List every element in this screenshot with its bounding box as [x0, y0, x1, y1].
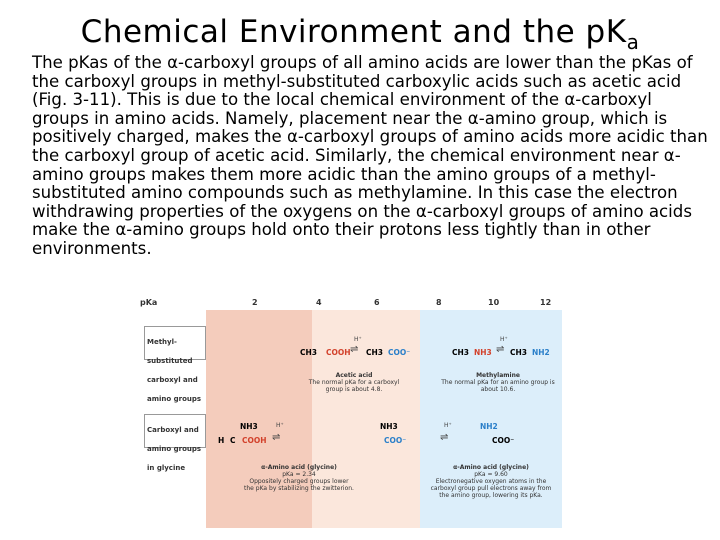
- hplus-1: H⁺: [354, 336, 362, 343]
- equilibrium-arrow-4: ⇌: [440, 432, 449, 443]
- hplus-3: H⁺: [276, 422, 284, 429]
- title-main: Chemical Environment and the pK: [80, 14, 627, 50]
- hplus-4: H⁺: [444, 422, 452, 429]
- acetic-ch3-right: CH3: [366, 348, 383, 357]
- pka-axis-label: pKa: [140, 298, 158, 307]
- row1-label-box: [144, 326, 206, 403]
- glycine-left-cooh: COOH: [242, 436, 267, 445]
- pka-figure: [140, 296, 562, 528]
- row1-label: Methyl-substituted carboxyl and amino groups: [147, 338, 202, 403]
- tick-12: 12: [540, 298, 552, 307]
- title-subscript: a: [626, 30, 640, 55]
- methylamine-ch3-right: CH3: [510, 348, 527, 357]
- tick-2: 2: [252, 298, 258, 307]
- methylamine-nh2: NH2: [532, 348, 550, 357]
- glycine-mid-coo: COO⁻: [384, 436, 407, 445]
- body-paragraph: [32, 54, 708, 259]
- alpha-amine-note: Electronegative oxygen atoms in the carboxyl group pull electrons away from the amino group, lowering its pKa.: [430, 478, 552, 499]
- methylamine-name: Methylamine: [476, 372, 520, 379]
- equilibrium-arrow-2: ⇌: [496, 344, 505, 355]
- tick-6: 6: [374, 298, 380, 307]
- tick-4: 4: [316, 298, 322, 307]
- tick-8: 8: [436, 298, 442, 307]
- hplus-2: H⁺: [500, 336, 508, 343]
- tick-10: 10: [488, 298, 500, 307]
- glycine-mid-nh3: NH3: [380, 422, 398, 431]
- methylamine-nh3: NH3: [474, 348, 492, 357]
- acetic-cooh: COOH: [326, 348, 351, 357]
- glycine-left-c: C: [230, 436, 236, 445]
- row2-label-box: [144, 414, 206, 472]
- slide-title: [0, 14, 720, 54]
- row2-label: Carboxyl and amino groups in glycine: [147, 426, 202, 472]
- equilibrium-arrow-1: ⇌: [350, 344, 359, 355]
- acetic-caption: [306, 372, 402, 393]
- methylamine-ch3-left: CH3: [452, 348, 469, 357]
- mid-band: [312, 304, 420, 528]
- acetic-ch3-left: CH3: [300, 348, 317, 357]
- alpha-acid-note: Oppositely charged groups lower the pKa by stabilizing the zwitterion.: [244, 478, 354, 492]
- acid-band: [206, 304, 312, 528]
- alpha-acid-pka: pKa = 2.34: [282, 471, 316, 478]
- acetate-coo: COO⁻: [388, 348, 411, 357]
- glycine-left-h: H: [218, 436, 225, 445]
- glycine-left-nh3: NH3: [240, 422, 258, 431]
- alpha-acid-caption: [244, 464, 354, 492]
- paragraph-text: The pKas of the α-carboxyl groups of all amino acids are lower than the pKas of the carboxyl groups in methyl-substituted carboxylic acids such as acetic acid (Fig. 3-11). This is due to the local chemical environment of the α-carboxyl groups in amino acids. Namely, placement near the α-amino group, which is positively charged, makes the α-carboxyl groups of amino acids more acidic than the carboxyl group of acetic acid. Similarly, the chemical environment near α-amino groups makes them more acidic than the amino groups of a methyl-substituted amino compounds such as methylamine. In this case the electron withdrawing properties of the oxygens on the α-carboxyl groups of amino acids make the α-amino groups hold onto their protons less tightly than in other environments.: [32, 53, 708, 258]
- methylamine-caption: [440, 372, 556, 393]
- methylamine-note: The normal pKa for an amino group is about 10.6.: [441, 379, 555, 393]
- alpha-amine-pka: pKa = 9.60: [474, 471, 508, 478]
- alpha-amine-name: α-Amino acid (glycine): [453, 464, 529, 471]
- acetic-note: The normal pKa for a carboxyl group is about 4.8.: [308, 379, 400, 393]
- glycine-right-coo: COO⁻: [492, 436, 515, 445]
- glycine-right-nh2: NH2: [480, 422, 498, 431]
- acetic-name: Acetic acid: [335, 372, 373, 379]
- alpha-amine-caption: [426, 464, 556, 499]
- alpha-acid-name: α-Amino acid (glycine): [261, 464, 337, 471]
- equilibrium-arrow-3: ⇌: [272, 432, 281, 443]
